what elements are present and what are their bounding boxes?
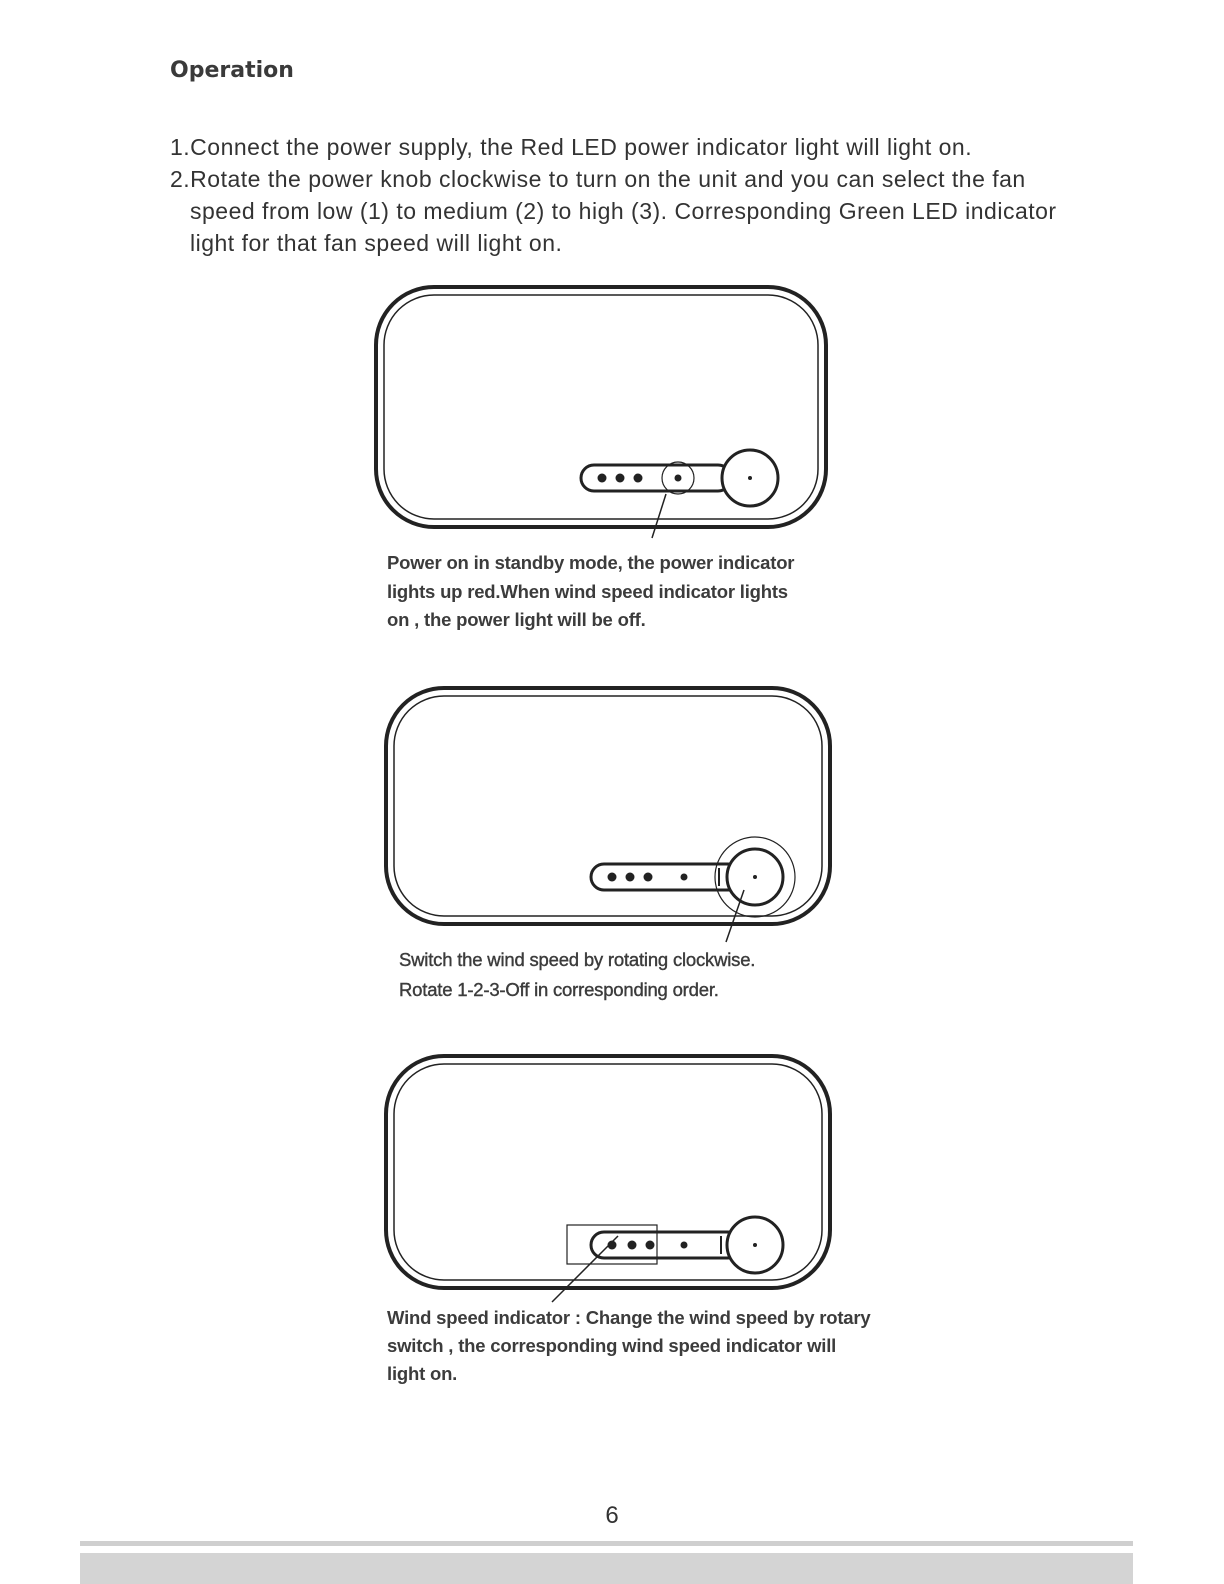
figure-1-caption — [387, 549, 794, 635]
caption-line: Switch the wind speed by rotating clockwise. — [399, 949, 756, 970]
speed-led-2-icon — [628, 1241, 637, 1250]
footer-band — [80, 1553, 1133, 1584]
step-1: 1.Connect the power supply, the Red LED power indicator light will light on. — [170, 134, 973, 160]
instruction-steps — [170, 131, 1070, 259]
footer-divider — [80, 1541, 1133, 1546]
speed-led-2-icon — [626, 873, 635, 882]
section-heading: Operation — [170, 58, 294, 83]
speed-led-3-icon — [634, 474, 643, 483]
power-led-icon — [681, 1242, 688, 1249]
caption-line: light on. — [387, 1363, 458, 1384]
caption-line: Wind speed indicator : Change the wind speed by rotary — [387, 1307, 871, 1328]
caption-line: lights up red.When wind speed indicator lights — [387, 580, 788, 602]
power-led-icon — [675, 475, 682, 482]
caption-line: on , the power light will be off. — [387, 609, 646, 630]
heater-front-illustration — [382, 1052, 842, 1307]
speed-led-1-icon — [598, 474, 607, 483]
heater-front-illustration — [372, 283, 832, 543]
leader-line-icon — [652, 494, 666, 538]
speed-led-3-icon — [644, 873, 653, 882]
speed-led-1-icon — [608, 873, 617, 882]
caption-line: Power on in standby mode, the power indicator — [387, 552, 795, 573]
figure-2-caption — [399, 945, 755, 1005]
power-led-icon — [681, 874, 688, 881]
speed-led-3-icon — [646, 1241, 655, 1250]
caption-line: Rotate 1-2-3-Off in corresponding order. — [399, 979, 719, 1000]
figure-wind-speed-indicator — [382, 1052, 842, 1307]
page-number: 6 — [605, 1502, 619, 1529]
caption-line: switch , the corresponding wind speed indicator will — [387, 1335, 837, 1356]
control-panel — [591, 837, 795, 942]
figure-power-indicator — [372, 283, 832, 543]
speed-led-2-icon — [616, 474, 625, 483]
heater-front-illustration — [382, 684, 842, 944]
figure-rotary-knob — [382, 684, 842, 944]
control-panel — [581, 450, 778, 538]
figure-3-caption — [387, 1304, 870, 1388]
step-2: 2.Rotate the power knob clockwise to turn on the unit and you can select the fan speed from low (1) to medium (2) to high (3). Corresponding Green LED indicator light for that fan speed will light on. — [170, 166, 1057, 256]
leader-line-icon — [552, 1236, 618, 1302]
